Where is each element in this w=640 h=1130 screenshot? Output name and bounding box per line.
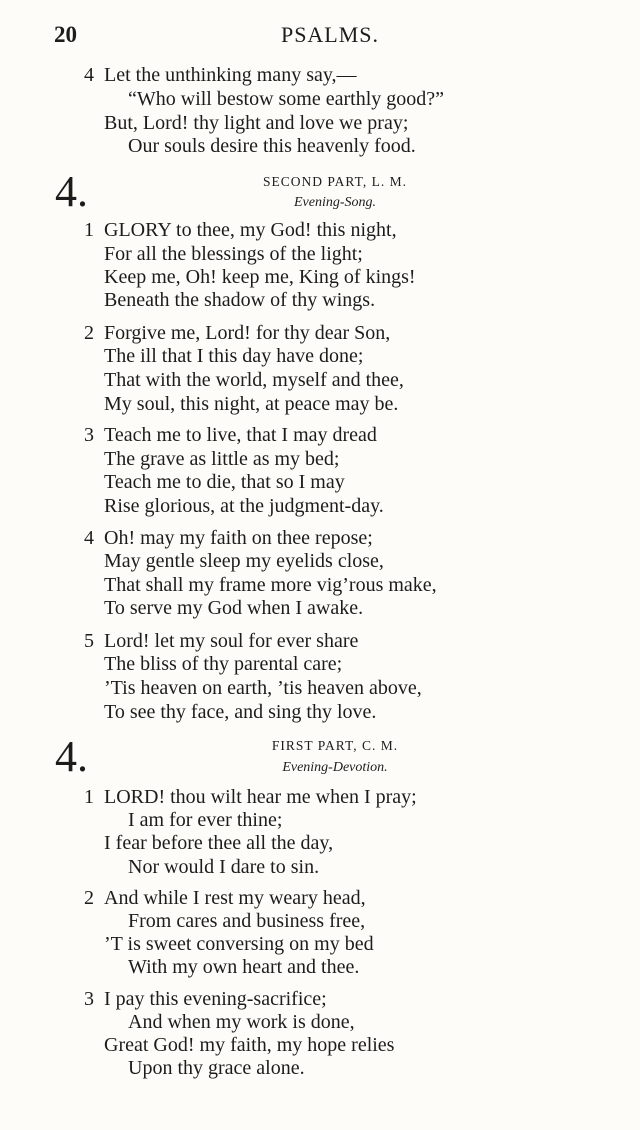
verse-line: I am for ever thine; [128, 809, 283, 831]
page-number: 20 [54, 22, 77, 47]
verse-line: Teach me to die, that so I may [104, 471, 345, 493]
verse-line: But, Lord! thy light and love we pray; [104, 112, 409, 134]
running-head: PSALMS. [280, 22, 380, 47]
verse-line: That shall my frame more vig’rous make, [104, 574, 437, 596]
verse-line: And while I rest my weary head, [104, 887, 366, 909]
verse-number: 1 [84, 786, 94, 808]
verse-line: LORD! thou wilt hear me when I pray; [104, 786, 417, 808]
verse-line: To serve my God when I awake. [104, 597, 364, 619]
verse-line: The grave as little as my bed; [104, 448, 340, 470]
verse-line: My soul, this night, at peace may be. [104, 393, 399, 415]
hymn-subtitle: Evening-Devotion. [282, 760, 388, 775]
verse-line: Forgive me, Lord! for thy dear Son, [104, 322, 391, 344]
verse-line: With my own heart and thee. [128, 956, 360, 978]
verse-number: 3 [84, 988, 94, 1010]
verse-number: 4 [84, 64, 94, 86]
verse-line: From cares and business free, [128, 910, 366, 932]
verse-number: 5 [84, 630, 94, 652]
verse-line: ’T is sweet conversing on my bed [104, 933, 374, 955]
verse-line: Oh! may my faith on thee repose; [104, 527, 373, 549]
verse-line: To see thy face, and sing thy love. [104, 701, 377, 723]
verse-line: Rise glorious, at the judgment-day. [104, 495, 384, 517]
hymn-number: 4. [55, 167, 88, 216]
hymn-number: 4. [55, 732, 88, 781]
verse-line: For all the blessings of the light; [104, 243, 363, 265]
verse-line: Great God! my faith, my hope relies [104, 1034, 395, 1056]
verse-number: 4 [84, 527, 94, 549]
verse-line: I pay this evening-sacrifice; [104, 988, 327, 1010]
verse-line: Upon thy grace alone. [128, 1057, 305, 1079]
verse-line: That with the world, myself and thee, [104, 369, 404, 391]
verse-line: Teach me to live, that I may dread [104, 424, 377, 446]
verse-line: GLORY to thee, my God! this night, [104, 219, 397, 241]
verse-line: The bliss of thy parental care; [104, 653, 343, 675]
verse-line: Beneath the shadow of thy wings. [104, 289, 376, 311]
verse-line: Our souls desire this heavenly food. [128, 135, 416, 157]
verse-line: Nor would I dare to sin. [128, 856, 320, 878]
verse-number: 2 [84, 887, 94, 909]
verse-line: The ill that I this day have done; [104, 345, 364, 367]
verse-line: “Who will bestow some earthly good?” [128, 88, 445, 110]
verse-number: 2 [84, 322, 94, 344]
verse-line: I fear before thee all the day, [104, 832, 334, 854]
verse-line: Let the unthinking many say,— [104, 64, 357, 86]
verse-number: 1 [84, 219, 94, 241]
hymn-subtitle: Evening-Song. [293, 195, 377, 210]
verse-number: 3 [84, 424, 94, 446]
verse-line: ’Tis heaven on earth, ’tis heaven above, [104, 677, 422, 699]
verse-line: Lord! let my soul for ever share [104, 630, 359, 652]
verse-line: And when my work is done, [128, 1011, 355, 1033]
verse-line: May gentle sleep my eyelids close, [104, 550, 384, 572]
verse-line: Keep me, Oh! keep me, King of kings! [104, 266, 416, 288]
part-heading: FIRST PART, C. M. [271, 738, 399, 753]
part-heading: SECOND PART, L. M. [263, 174, 407, 189]
